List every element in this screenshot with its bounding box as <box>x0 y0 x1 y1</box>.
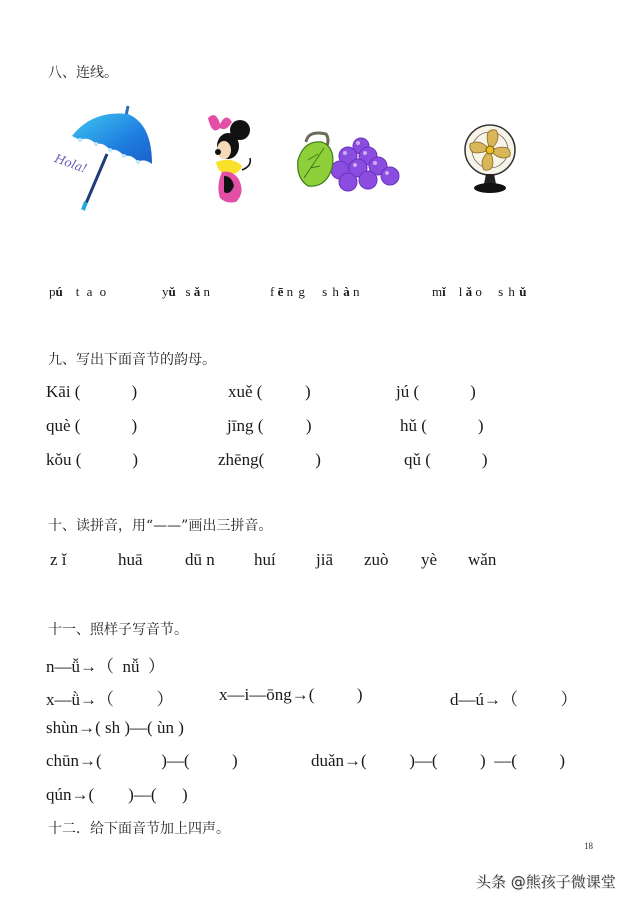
finals-item-text: qǔ ( ) <box>404 450 488 469</box>
grapes-picture <box>296 130 404 192</box>
section-11-title: 十一、照样子写音节。 <box>48 622 188 638</box>
syllable-part: s <box>185 284 191 299</box>
finals-item-text: kǒu ( ) <box>46 450 139 469</box>
syllable: wǎn <box>468 550 497 569</box>
syllable-tone: ǐ <box>442 284 446 299</box>
syllable: zuò <box>364 550 389 569</box>
electric-fan-picture <box>462 124 518 196</box>
section-12-title: 十二．给下面音节加上四声。 <box>48 821 230 837</box>
syllable-part: y <box>162 284 169 299</box>
syllable-part: p <box>49 284 56 299</box>
syllable-part: l <box>458 284 463 299</box>
section-10-title: 十、读拼音，用“——”画出三拼音。 <box>48 518 273 534</box>
syllable-part: s h <box>498 284 516 299</box>
syllable-tone: ú <box>55 284 63 299</box>
finals-item-text: Kāi ( ) <box>46 382 138 401</box>
pinyin-word-fengshan <box>270 284 359 300</box>
umbrella-caption: Hola! <box>52 151 89 176</box>
example-syllable-2: shùn→( sh )—( ùn ) <box>46 718 184 737</box>
finals-item <box>46 416 137 436</box>
section-8-title: 八、连线。 <box>48 65 118 81</box>
finals-item-text: jú ( ) <box>396 382 476 401</box>
syllable-exercise: x—i—ōng→( ) <box>219 685 363 704</box>
syllable-exercise: d—ú→（ ） <box>450 690 578 709</box>
finals-item-text: què ( ) <box>46 416 138 435</box>
minnie-mouse-picture <box>202 110 257 208</box>
example-syllable-1: n—ǚ→（ nǚ ） <box>46 657 165 676</box>
finals-item-text: zhēng( ) <box>218 450 321 469</box>
pinyin-word-yusan <box>162 284 210 300</box>
syllable-tone: ǎ <box>465 284 473 299</box>
syllable: z ǐ <box>50 550 67 569</box>
syllable-tone: ǔ <box>519 284 527 299</box>
syllable: yè <box>421 550 438 569</box>
syllable-part: n <box>203 284 211 299</box>
syllable-exercise: x—ǜ→（ ） <box>46 690 174 709</box>
syllable: huí <box>254 550 276 569</box>
syllable: dū n <box>185 550 215 569</box>
syllable-exercise: duǎn→( )—( ) —( ) <box>311 751 566 770</box>
finals-item <box>396 382 476 402</box>
syllable-part: s h <box>322 284 340 299</box>
electric-fan-icon <box>462 124 518 196</box>
finals-item <box>46 382 137 402</box>
section-9-title: 九、写出下面音节的韵母。 <box>48 352 216 368</box>
syllable-tone: ǎ <box>193 284 201 299</box>
syllable-part: n <box>352 284 360 299</box>
finals-item <box>46 450 138 470</box>
syllable: huā <box>118 550 143 569</box>
finals-item-text: hǔ ( ) <box>400 416 484 435</box>
finals-item <box>404 450 488 470</box>
pinyin-word-milaoshu <box>432 284 526 300</box>
syllable-tone: ǔ <box>168 284 176 299</box>
syllable-tone: à <box>343 284 350 299</box>
finals-item <box>228 382 311 402</box>
syllable-part: n g <box>286 284 306 299</box>
finals-item-text: jīng ( ) <box>227 416 312 435</box>
finals-item <box>400 416 484 436</box>
syllable-part: f <box>270 284 275 299</box>
umbrella-picture <box>52 104 157 212</box>
finals-item-text: xuě ( ) <box>228 382 311 401</box>
syllable-part: o <box>475 284 482 299</box>
syllable-exercise: chūn→( )—( ) <box>46 751 238 770</box>
pinyin-word-putao <box>49 284 108 300</box>
syllable-part: m <box>432 284 443 299</box>
syllable-tone: ē <box>277 284 284 299</box>
page-number: 18 <box>584 841 593 851</box>
finals-item <box>227 416 312 436</box>
finals-item <box>218 450 321 470</box>
syllable-part: t a o <box>75 284 109 299</box>
watermark: 头条 @熊孩子微课堂 <box>476 873 616 891</box>
syllable-exercise: qún→( )—( ) <box>46 785 188 804</box>
grapes-icon <box>296 130 404 192</box>
minnie-mouse-icon <box>202 110 257 208</box>
syllable: jiā <box>316 550 333 569</box>
umbrella-icon <box>52 104 157 212</box>
